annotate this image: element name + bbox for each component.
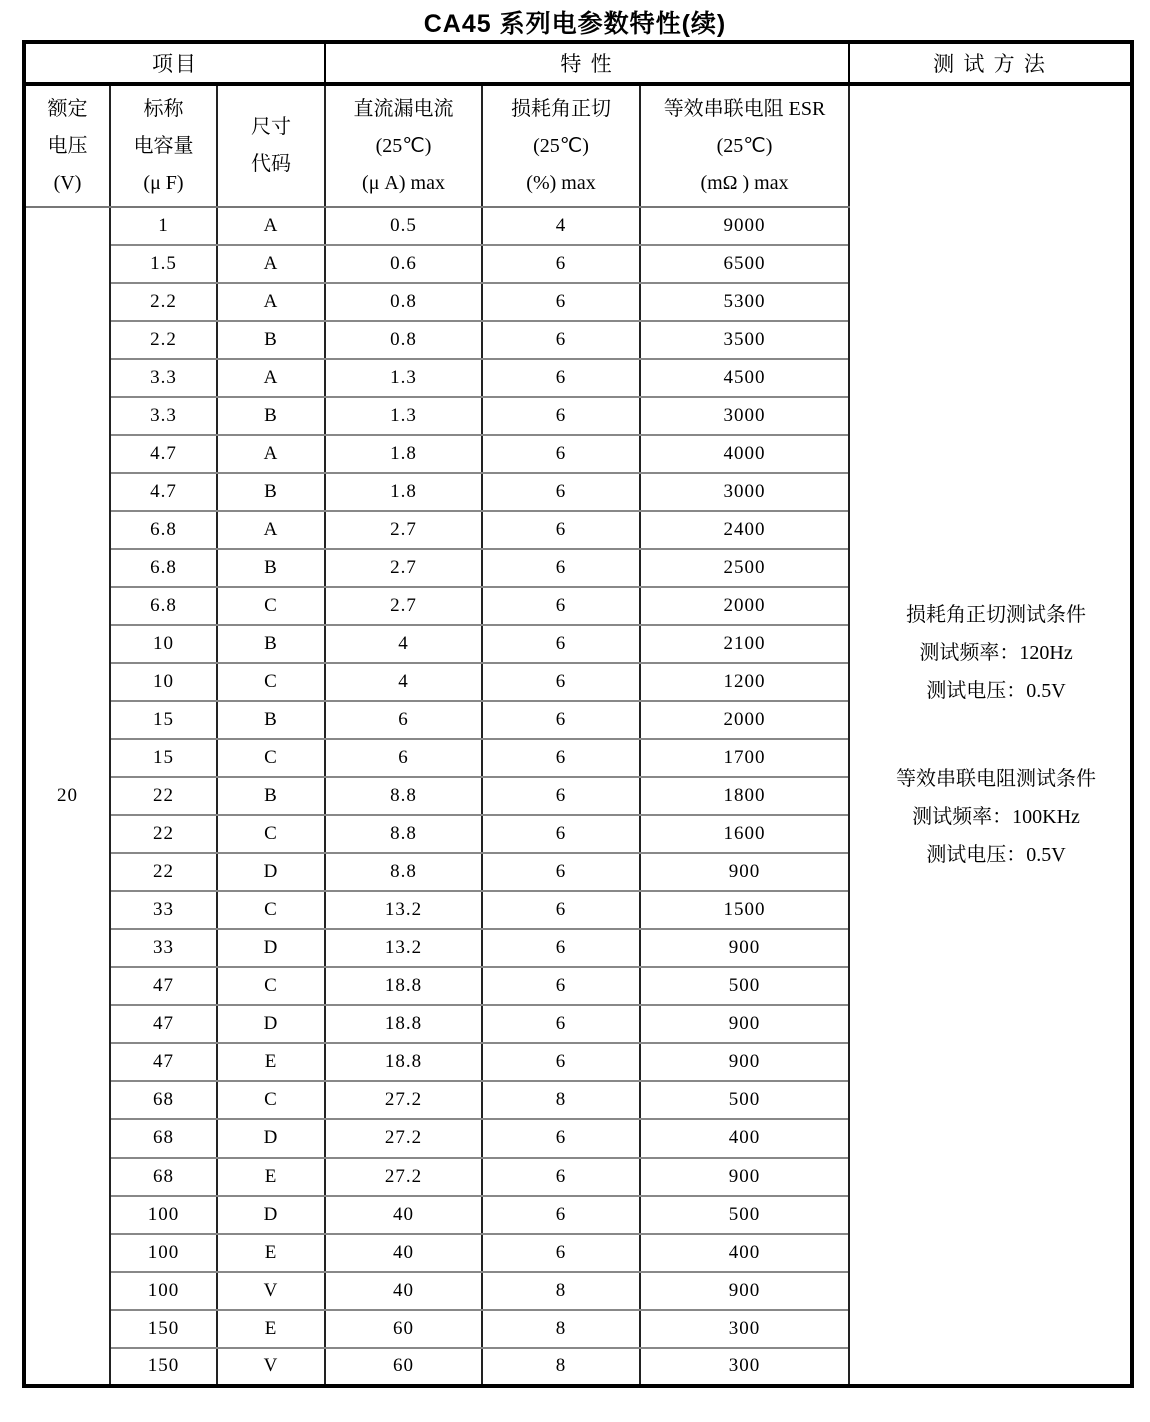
- leakage-current-cell: 2.7: [325, 587, 482, 625]
- capacitance-cell: 68: [110, 1119, 217, 1157]
- tan-delta-cell: 6: [482, 1158, 640, 1196]
- text-line: 测试频率：120Hz: [919, 642, 1073, 665]
- capacitance-cell: 6.8: [110, 587, 217, 625]
- capacitance-cell: 100: [110, 1234, 217, 1272]
- tan-delta-cell: 6: [482, 435, 640, 473]
- leakage-current-cell: 8.8: [325, 815, 482, 853]
- leakage-current-cell: 18.8: [325, 1043, 482, 1081]
- esr-cell: 2000: [640, 701, 849, 739]
- tan-delta-cell: 6: [482, 511, 640, 549]
- tan-delta-cell: 6: [482, 397, 640, 435]
- tan-delta-cell: 6: [482, 587, 640, 625]
- esr-cell: 300: [640, 1310, 849, 1348]
- size-code-cell: E: [217, 1043, 325, 1081]
- size-code-cell: C: [217, 739, 325, 777]
- text-line: 测试电压：0.5V: [926, 680, 1066, 703]
- text-line: 代码: [251, 153, 291, 176]
- esr-cell: 900: [640, 1158, 849, 1196]
- tan-delta-cell: 6: [482, 739, 640, 777]
- capacitance-cell: 1.5: [110, 245, 217, 283]
- esr-cell: 3000: [640, 397, 849, 435]
- group-header-row: [24, 42, 1132, 84]
- leakage-current-cell: 27.2: [325, 1119, 482, 1157]
- leakage-current-cell: 0.5: [325, 207, 482, 245]
- text-line: (25℃): [533, 134, 589, 157]
- tan-delta-cell: 6: [482, 549, 640, 587]
- size-code-cell: B: [217, 777, 325, 815]
- size-code-cell: E: [217, 1310, 325, 1348]
- size-code-cell: D: [217, 853, 325, 891]
- leakage-current-cell: 1.3: [325, 359, 482, 397]
- capacitance-cell: 100: [110, 1272, 217, 1310]
- size-code-cell: B: [217, 701, 325, 739]
- esr-cell: 900: [640, 853, 849, 891]
- size-code-cell: V: [217, 1348, 325, 1386]
- text-line: 损耗角正切: [511, 97, 612, 120]
- size-code-cell: B: [217, 321, 325, 359]
- tan-delta-cell: 6: [482, 815, 640, 853]
- leakage-current-cell: 0.8: [325, 283, 482, 321]
- capacitance-cell: 3.3: [110, 359, 217, 397]
- tan-delta-cell: 6: [482, 321, 640, 359]
- text-line: 直流漏电流: [353, 97, 454, 120]
- esr-cell: 4000: [640, 435, 849, 473]
- esr-cell: 1200: [640, 663, 849, 701]
- col-header-tan-delta: [482, 84, 640, 207]
- size-code-cell: B: [217, 473, 325, 511]
- capacitance-cell: 10: [110, 625, 217, 663]
- size-code-cell: A: [217, 511, 325, 549]
- capacitance-cell: 15: [110, 701, 217, 739]
- tan-delta-cell: 6: [482, 1005, 640, 1043]
- leakage-current-cell: 6: [325, 739, 482, 777]
- capacitance-cell: 6.8: [110, 511, 217, 549]
- esr-cell: 1600: [640, 815, 849, 853]
- text-line: 电容量: [133, 134, 194, 157]
- tan-delta-cell: 8: [482, 1348, 640, 1386]
- capacitance-cell: 150: [110, 1310, 217, 1348]
- esr-cell: 2100: [640, 625, 849, 663]
- capacitance-cell: 22: [110, 815, 217, 853]
- size-code-cell: E: [217, 1234, 325, 1272]
- esr-cell: 6500: [640, 245, 849, 283]
- tan-delta-cell: 6: [482, 283, 640, 321]
- leakage-current-cell: 6: [325, 701, 482, 739]
- esr-cell: 1700: [640, 739, 849, 777]
- capacitance-cell: 1: [110, 207, 217, 245]
- esr-cell: 9000: [640, 207, 849, 245]
- tan-delta-cell: 6: [482, 359, 640, 397]
- capacitance-cell: 4.7: [110, 435, 217, 473]
- leakage-current-cell: 27.2: [325, 1081, 482, 1119]
- test-method-content: [850, 596, 1130, 874]
- leakage-current-cell: 1.3: [325, 397, 482, 435]
- tan-delta-cell: 6: [482, 701, 640, 739]
- text-line: 损耗角正切测试条件: [906, 604, 1087, 627]
- leakage-current-cell: 13.2: [325, 891, 482, 929]
- esr-cell: 1500: [640, 891, 849, 929]
- tan-delta-cell: 6: [482, 967, 640, 1005]
- text-line: (V): [53, 171, 82, 194]
- leakage-current-cell: 4: [325, 625, 482, 663]
- tan-delta-cell: 4: [482, 207, 640, 245]
- col-header-leakage-current: [325, 84, 482, 207]
- leakage-current-cell: 8.8: [325, 777, 482, 815]
- leakage-current-cell: 27.2: [325, 1158, 482, 1196]
- esr-cell: 400: [640, 1234, 849, 1272]
- leakage-current-cell: 4: [325, 663, 482, 701]
- tan-delta-cell: 6: [482, 1234, 640, 1272]
- esr-test-conditions: [862, 760, 1130, 874]
- size-code-cell: A: [217, 207, 325, 245]
- size-code-cell: D: [217, 1005, 325, 1043]
- tan-delta-cell: 6: [482, 473, 640, 511]
- tan-delta-cell: 6: [482, 1119, 640, 1157]
- capacitance-cell: 68: [110, 1081, 217, 1119]
- text-line: 电压: [47, 134, 88, 157]
- esr-cell: 2000: [640, 587, 849, 625]
- esr-cell: 2400: [640, 511, 849, 549]
- leakage-current-cell: 40: [325, 1196, 482, 1234]
- leakage-current-cell: 1.8: [325, 473, 482, 511]
- size-code-cell: V: [217, 1272, 325, 1310]
- esr-cell: 4500: [640, 359, 849, 397]
- tan-delta-cell: 6: [482, 245, 640, 283]
- capacitance-cell: 33: [110, 929, 217, 967]
- text-line: (mΩ ) max: [700, 171, 789, 194]
- text-line: 测试电压：0.5V: [926, 844, 1066, 867]
- capacitance-cell: 4.7: [110, 473, 217, 511]
- size-code-cell: B: [217, 625, 325, 663]
- parameters-table: [22, 40, 1134, 1388]
- group-header-characteristic: 特 性: [325, 42, 849, 84]
- leakage-current-cell: 40: [325, 1234, 482, 1272]
- capacitance-cell: 3.3: [110, 397, 217, 435]
- text-line: 等效串联电阻 ESR: [663, 97, 826, 120]
- capacitance-cell: 68: [110, 1158, 217, 1196]
- capacitance-cell: 47: [110, 1043, 217, 1081]
- test-method-cell: [849, 84, 1132, 1386]
- esr-cell: 500: [640, 967, 849, 1005]
- tan-delta-cell: 6: [482, 663, 640, 701]
- size-code-cell: D: [217, 1196, 325, 1234]
- leakage-current-cell: 2.7: [325, 549, 482, 587]
- leakage-current-cell: 18.8: [325, 967, 482, 1005]
- tan-delta-cell: 6: [482, 777, 640, 815]
- leakage-current-cell: 60: [325, 1310, 482, 1348]
- esr-cell: 900: [640, 1272, 849, 1310]
- tan-delta-cell: 6: [482, 1043, 640, 1081]
- capacitance-cell: 2.2: [110, 321, 217, 359]
- esr-cell: 5300: [640, 283, 849, 321]
- esr-cell: 3500: [640, 321, 849, 359]
- text-line: 额定: [47, 97, 88, 120]
- tan-delta-cell: 8: [482, 1272, 640, 1310]
- esr-cell: 500: [640, 1196, 849, 1234]
- esr-cell: 1800: [640, 777, 849, 815]
- leakage-current-cell: 13.2: [325, 929, 482, 967]
- capacitance-cell: 2.2: [110, 283, 217, 321]
- text-line: 标称: [143, 97, 184, 120]
- size-code-cell: C: [217, 1081, 325, 1119]
- leakage-current-cell: 0.8: [325, 321, 482, 359]
- size-code-cell: A: [217, 359, 325, 397]
- text-line: (25℃): [716, 134, 773, 157]
- text-line: 测试频率：100KHz: [912, 806, 1080, 829]
- leakage-current-cell: 60: [325, 1348, 482, 1386]
- esr-cell: 900: [640, 929, 849, 967]
- esr-cell: 900: [640, 1043, 849, 1081]
- leakage-current-cell: 8.8: [325, 853, 482, 891]
- capacitance-cell: 47: [110, 967, 217, 1005]
- tan-delta-cell: 6: [482, 625, 640, 663]
- col-header-rated-voltage: [24, 84, 110, 207]
- size-code-cell: E: [217, 1158, 325, 1196]
- leakage-current-cell: 1.8: [325, 435, 482, 473]
- leakage-current-cell: 18.8: [325, 1005, 482, 1043]
- text-line: 尺寸: [251, 116, 291, 139]
- rated-voltage-cell: 20: [24, 207, 110, 1386]
- text-line: 等效串联电阻测试条件: [896, 768, 1097, 791]
- esr-cell: 500: [640, 1081, 849, 1119]
- text-line: (μ A) max: [362, 171, 445, 194]
- capacitance-cell: 33: [110, 891, 217, 929]
- capacitance-cell: 22: [110, 853, 217, 891]
- capacitance-cell: 15: [110, 739, 217, 777]
- size-code-cell: B: [217, 549, 325, 587]
- size-code-cell: C: [217, 891, 325, 929]
- group-header-item: 项目: [24, 42, 325, 84]
- esr-cell: 3000: [640, 473, 849, 511]
- size-code-cell: B: [217, 397, 325, 435]
- capacitance-cell: 150: [110, 1348, 217, 1386]
- size-code-cell: A: [217, 435, 325, 473]
- leakage-current-cell: 40: [325, 1272, 482, 1310]
- size-code-cell: C: [217, 815, 325, 853]
- page-title: CA45 系列电参数特性(续): [423, 10, 727, 38]
- size-code-cell: C: [217, 663, 325, 701]
- esr-cell: 300: [640, 1348, 849, 1386]
- text-line: (%) max: [526, 171, 596, 194]
- tan-delta-cell: 8: [482, 1081, 640, 1119]
- size-code-cell: D: [217, 929, 325, 967]
- size-code-cell: D: [217, 1119, 325, 1157]
- tan-delta-cell: 6: [482, 929, 640, 967]
- col-header-esr: [640, 84, 849, 207]
- size-code-cell: A: [217, 245, 325, 283]
- esr-cell: 400: [640, 1119, 849, 1157]
- tan-delta-cell: 6: [482, 1196, 640, 1234]
- text-line: (μ F): [143, 171, 184, 194]
- esr-cell: 2500: [640, 549, 849, 587]
- text-line: (25℃): [375, 134, 432, 157]
- tan-delta-cell: 6: [482, 853, 640, 891]
- capacitance-cell: 100: [110, 1196, 217, 1234]
- column-header-row: [24, 84, 1132, 207]
- tan-delta-cell: 8: [482, 1310, 640, 1348]
- size-code-cell: C: [217, 587, 325, 625]
- tan-delta-test-conditions: [862, 596, 1130, 710]
- esr-cell: 900: [640, 1005, 849, 1043]
- size-code-cell: C: [217, 967, 325, 1005]
- capacitance-cell: 6.8: [110, 549, 217, 587]
- group-header-test-method: 测 试 方 法: [849, 42, 1132, 84]
- leakage-current-cell: 2.7: [325, 511, 482, 549]
- col-header-size-code: [217, 84, 325, 207]
- size-code-cell: A: [217, 283, 325, 321]
- capacitance-cell: 47: [110, 1005, 217, 1043]
- col-header-capacitance: [110, 84, 217, 207]
- leakage-current-cell: 0.6: [325, 245, 482, 283]
- tan-delta-cell: 6: [482, 891, 640, 929]
- capacitance-cell: 10: [110, 663, 217, 701]
- capacitance-cell: 22: [110, 777, 217, 815]
